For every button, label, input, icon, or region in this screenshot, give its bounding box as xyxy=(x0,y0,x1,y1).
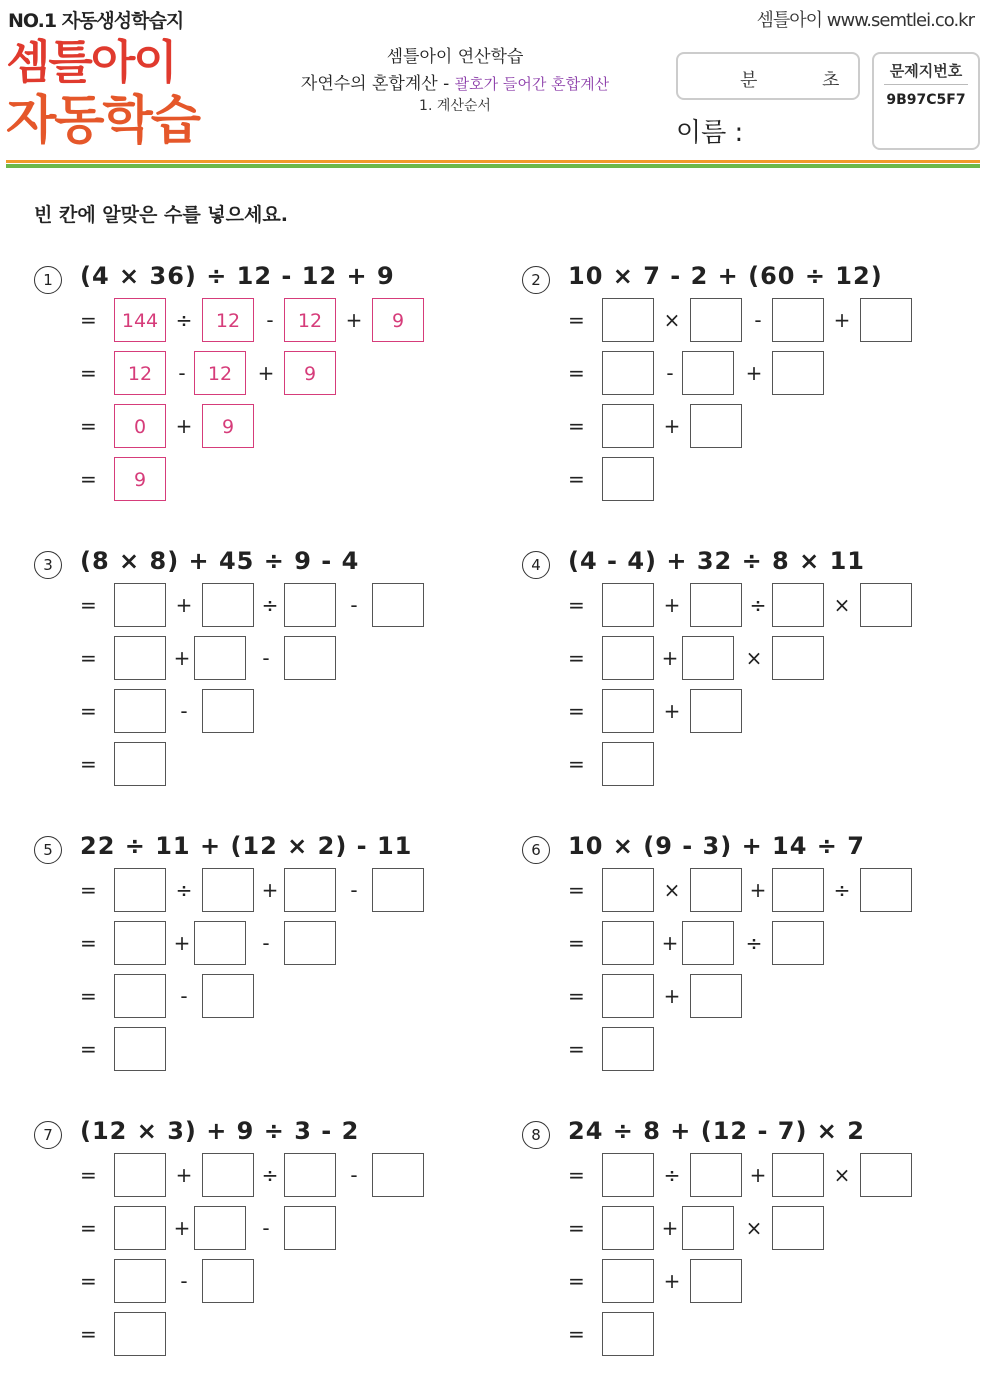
operator: + xyxy=(663,414,681,438)
operator: + xyxy=(745,361,763,385)
equals-sign: = xyxy=(568,1269,585,1293)
step-row xyxy=(522,351,962,397)
answer-box[interactable] xyxy=(114,1027,166,1071)
equals-sign: = xyxy=(568,1216,585,1240)
logo-bottom: 자동학습 xyxy=(6,91,199,151)
problem-expression: (12 × 3) + 9 ÷ 3 - 2 xyxy=(80,1117,360,1145)
operator: ÷ xyxy=(175,308,193,332)
operator: + xyxy=(749,878,767,902)
code-value: 9B97C5F7 xyxy=(886,92,966,108)
equals-sign: = xyxy=(80,308,97,332)
answer-box[interactable] xyxy=(602,1027,654,1071)
step-row xyxy=(34,921,474,967)
answer-box[interactable] xyxy=(602,636,654,680)
step-row xyxy=(522,636,962,682)
operator: + xyxy=(663,593,681,617)
equals-sign: = xyxy=(568,931,585,955)
answer-box[interactable] xyxy=(772,636,824,680)
equals-sign: = xyxy=(80,1269,97,1293)
equals-sign: = xyxy=(80,878,97,902)
operator: × xyxy=(663,878,681,902)
answer-box[interactable] xyxy=(372,583,424,627)
operator: + xyxy=(257,361,275,385)
operator: ÷ xyxy=(261,593,279,617)
operator: × xyxy=(833,1163,851,1187)
answer-box[interactable] xyxy=(284,636,336,680)
operator: ÷ xyxy=(261,1163,279,1187)
step-row xyxy=(522,1206,962,1252)
answer-box[interactable] xyxy=(690,868,742,912)
answer-box[interactable] xyxy=(194,1206,246,1250)
step-row xyxy=(522,298,962,344)
answer-box[interactable]: 9 xyxy=(372,298,424,342)
operator: × xyxy=(663,308,681,332)
equals-sign: = xyxy=(568,1163,585,1187)
step-row xyxy=(522,1153,962,1199)
code-divider xyxy=(884,84,968,85)
answer-box[interactable] xyxy=(602,1312,654,1356)
equals-sign: = xyxy=(80,361,97,385)
operator: + xyxy=(833,308,851,332)
answer-box[interactable]: 12 xyxy=(284,298,336,342)
operator: - xyxy=(754,308,762,332)
step-row xyxy=(34,1259,474,1305)
step-row xyxy=(522,689,962,735)
answer-box[interactable] xyxy=(690,298,742,342)
answer-box[interactable] xyxy=(602,351,654,395)
equals-sign: = xyxy=(80,1163,97,1187)
answer-box[interactable] xyxy=(690,404,742,448)
problem-number: 3 xyxy=(34,551,62,579)
problem-expression: 22 ÷ 11 + (12 × 2) - 11 xyxy=(80,832,413,860)
answer-box[interactable] xyxy=(682,351,734,395)
problem-expression: (4 - 4) + 32 ÷ 8 × 11 xyxy=(568,547,865,575)
answer-box[interactable] xyxy=(772,1206,824,1250)
step-row xyxy=(522,974,962,1020)
title-line-3: 1. 계산순서 xyxy=(419,98,491,114)
equals-sign: = xyxy=(568,1037,585,1061)
answer-box[interactable] xyxy=(602,689,654,733)
answer-box[interactable] xyxy=(202,1153,254,1197)
answer-box[interactable] xyxy=(202,583,254,627)
title-line-1: 셈틀아이 연산학습 xyxy=(386,47,524,67)
equals-sign: = xyxy=(80,752,97,776)
equals-sign: = xyxy=(80,646,97,670)
step-row xyxy=(34,298,474,344)
equals-sign: = xyxy=(568,467,585,491)
answer-box[interactable] xyxy=(602,298,654,342)
answer-box[interactable] xyxy=(114,921,166,965)
answer-box[interactable] xyxy=(202,689,254,733)
step-row xyxy=(34,1027,474,1073)
operator: - xyxy=(350,878,358,902)
problem-expression: 10 × (9 - 3) + 14 ÷ 7 xyxy=(568,832,865,860)
answer-box[interactable] xyxy=(194,636,246,680)
answer-box[interactable] xyxy=(202,868,254,912)
logo-top xyxy=(6,36,176,88)
answer-box[interactable] xyxy=(202,1259,254,1303)
operator: + xyxy=(661,931,679,955)
equals-sign: = xyxy=(568,699,585,723)
problem-8 xyxy=(522,1117,962,1367)
equals-sign: = xyxy=(80,984,97,1008)
step-row xyxy=(34,742,474,788)
answer-box[interactable] xyxy=(194,921,246,965)
logo-top-text: 셈틀아이 xyxy=(6,35,176,89)
problem-expression: (8 × 8) + 45 ÷ 9 - 4 xyxy=(80,547,360,575)
answer-box[interactable] xyxy=(114,974,166,1018)
operator: + xyxy=(173,931,191,955)
step-row xyxy=(522,1312,962,1358)
equals-sign: = xyxy=(568,593,585,617)
operator: - xyxy=(180,1269,188,1293)
operator: - xyxy=(350,593,358,617)
equals-sign: = xyxy=(568,308,585,332)
step-row xyxy=(522,1027,962,1073)
answer-box[interactable] xyxy=(602,583,654,627)
operator: ÷ xyxy=(749,593,767,617)
answer-box[interactable] xyxy=(602,457,654,501)
worksheet-title xyxy=(300,44,610,114)
answer-box[interactable] xyxy=(602,921,654,965)
step-row xyxy=(34,404,474,450)
step-row xyxy=(522,583,962,629)
problem-1 xyxy=(34,262,474,512)
equals-sign: = xyxy=(80,414,97,438)
answer-box[interactable] xyxy=(772,868,824,912)
answer-box[interactable] xyxy=(772,921,824,965)
operator: - xyxy=(262,646,270,670)
operator: + xyxy=(663,1269,681,1293)
title-sub: 괄호가 들어간 혼합계산 xyxy=(454,75,610,93)
answer-box[interactable] xyxy=(114,742,166,786)
answer-box[interactable] xyxy=(114,1312,166,1356)
code-box xyxy=(872,52,980,150)
answer-box[interactable] xyxy=(284,1153,336,1197)
equals-sign: = xyxy=(568,984,585,1008)
equals-sign: = xyxy=(80,467,97,491)
answer-box[interactable]: 0 xyxy=(114,404,166,448)
answer-box[interactable] xyxy=(114,868,166,912)
operator: + xyxy=(261,878,279,902)
step-row xyxy=(34,868,474,914)
step-row xyxy=(522,457,962,503)
equals-sign: = xyxy=(80,1216,97,1240)
answer-box[interactable]: 9 xyxy=(284,351,336,395)
answer-box[interactable] xyxy=(690,974,742,1018)
answer-box[interactable] xyxy=(772,583,824,627)
equals-sign: = xyxy=(80,593,97,617)
problem-5 xyxy=(34,832,474,1082)
answer-box[interactable] xyxy=(602,404,654,448)
operator: + xyxy=(749,1163,767,1187)
answer-box[interactable] xyxy=(860,583,912,627)
step-row xyxy=(34,457,474,503)
problem-number: 8 xyxy=(522,1121,550,1149)
step-row xyxy=(522,868,962,914)
operator: + xyxy=(345,308,363,332)
answer-box[interactable] xyxy=(114,1153,166,1197)
problem-4 xyxy=(522,547,962,797)
answer-box[interactable] xyxy=(114,636,166,680)
answer-box[interactable] xyxy=(284,1206,336,1250)
operator: × xyxy=(745,646,763,670)
step-row xyxy=(34,1206,474,1252)
operator: ÷ xyxy=(745,931,763,955)
equals-sign: = xyxy=(80,1037,97,1061)
answer-box[interactable]: 12 xyxy=(202,298,254,342)
step-row xyxy=(34,636,474,682)
answer-box[interactable] xyxy=(114,583,166,627)
problem-number: 7 xyxy=(34,1121,62,1149)
operator: - xyxy=(262,931,270,955)
answer-box[interactable] xyxy=(602,868,654,912)
answer-box[interactable] xyxy=(114,1206,166,1250)
answer-box[interactable]: 9 xyxy=(114,457,166,501)
seconds-label: 초 xyxy=(822,70,840,91)
answer-box[interactable] xyxy=(860,868,912,912)
equals-sign: = xyxy=(80,1322,97,1346)
answer-box[interactable] xyxy=(772,351,824,395)
header-rule-green xyxy=(6,164,980,168)
answer-box[interactable] xyxy=(602,1259,654,1303)
problem-number: 6 xyxy=(522,836,550,864)
step-row xyxy=(522,742,962,788)
answer-box[interactable] xyxy=(772,1153,824,1197)
answer-box[interactable] xyxy=(602,1206,654,1250)
answer-box[interactable] xyxy=(682,921,734,965)
problem-expression: (4 × 36) ÷ 12 - 12 + 9 xyxy=(80,262,395,290)
answer-box[interactable] xyxy=(860,1153,912,1197)
equals-sign: = xyxy=(568,878,585,902)
operator: + xyxy=(173,1216,191,1240)
operator: - xyxy=(178,361,186,385)
step-row xyxy=(34,974,474,1020)
problem-expression: 10 × 7 - 2 + (60 ÷ 12) xyxy=(568,262,883,290)
time-box[interactable] xyxy=(676,52,860,100)
operator: + xyxy=(661,1216,679,1240)
problem-number: 4 xyxy=(522,551,550,579)
equals-sign: = xyxy=(568,646,585,670)
answer-box[interactable] xyxy=(284,921,336,965)
answer-box[interactable]: 12 xyxy=(194,351,246,395)
problem-6 xyxy=(522,832,962,1082)
operator: - xyxy=(262,1216,270,1240)
step-row xyxy=(34,1312,474,1358)
operator: + xyxy=(175,1163,193,1187)
equals-sign: = xyxy=(568,1322,585,1346)
problem-7 xyxy=(34,1117,474,1367)
operator: ÷ xyxy=(663,1163,681,1187)
equals-sign: = xyxy=(568,414,585,438)
operator: + xyxy=(661,646,679,670)
answer-box[interactable] xyxy=(284,583,336,627)
operator: ÷ xyxy=(833,878,851,902)
operator: × xyxy=(833,593,851,617)
step-row xyxy=(522,921,962,967)
step-row xyxy=(34,583,474,629)
problem-expression: 24 ÷ 8 + (12 - 7) × 2 xyxy=(568,1117,865,1145)
operator: - xyxy=(266,308,274,332)
answer-box[interactable] xyxy=(772,298,824,342)
equals-sign: = xyxy=(568,752,585,776)
answer-box[interactable] xyxy=(602,974,654,1018)
equals-sign: = xyxy=(80,931,97,955)
operator: × xyxy=(745,1216,763,1240)
answer-box[interactable]: 9 xyxy=(202,404,254,448)
equals-sign: = xyxy=(568,361,585,385)
step-row xyxy=(34,1153,474,1199)
answer-box[interactable] xyxy=(372,868,424,912)
step-row xyxy=(522,1259,962,1305)
answer-box[interactable] xyxy=(860,298,912,342)
problem-number: 1 xyxy=(34,266,62,294)
header-rule-orange xyxy=(6,160,980,163)
operator: + xyxy=(175,593,193,617)
answer-box[interactable] xyxy=(602,742,654,786)
step-row xyxy=(522,404,962,450)
answer-box[interactable] xyxy=(372,1153,424,1197)
answer-box[interactable] xyxy=(202,974,254,1018)
operator: - xyxy=(350,1163,358,1187)
answer-box[interactable]: 12 xyxy=(114,351,166,395)
minutes-label: 분 xyxy=(740,70,758,91)
equals-sign: = xyxy=(80,699,97,723)
operator: ÷ xyxy=(175,878,193,902)
answer-box[interactable] xyxy=(690,583,742,627)
operator: - xyxy=(666,361,674,385)
answer-box[interactable] xyxy=(682,1206,734,1250)
answer-box[interactable] xyxy=(682,636,734,680)
operator: + xyxy=(173,646,191,670)
problem-3 xyxy=(34,547,474,797)
operator: + xyxy=(175,414,193,438)
step-row xyxy=(34,689,474,735)
answer-box[interactable] xyxy=(114,1259,166,1303)
title-line-2 xyxy=(300,71,610,98)
problem-number: 2 xyxy=(522,266,550,294)
instruction: 빈 칸에 알맞은 수를 넣으세요. xyxy=(34,204,288,226)
answer-box[interactable] xyxy=(284,868,336,912)
answer-box[interactable]: 144 xyxy=(114,298,166,342)
title-main: 자연수의 혼합계산 - xyxy=(300,74,450,94)
answer-box[interactable] xyxy=(602,1153,654,1197)
answer-box[interactable] xyxy=(114,689,166,733)
problem-number: 5 xyxy=(34,836,62,864)
answer-box[interactable] xyxy=(690,1259,742,1303)
answer-box[interactable] xyxy=(690,689,742,733)
operator: - xyxy=(180,984,188,1008)
step-row xyxy=(34,351,474,397)
brand-tagline: NO.1 자동생성학습지 xyxy=(8,10,184,32)
answer-box[interactable] xyxy=(690,1153,742,1197)
problem-2 xyxy=(522,262,962,512)
name-label: 이름 : xyxy=(676,118,744,148)
site-url: 셈틀아이 www.semtlei.co.kr xyxy=(756,10,974,31)
code-label: 문제지번호 xyxy=(889,62,963,80)
operator: + xyxy=(663,984,681,1008)
operator: + xyxy=(663,699,681,723)
operator: - xyxy=(180,699,188,723)
